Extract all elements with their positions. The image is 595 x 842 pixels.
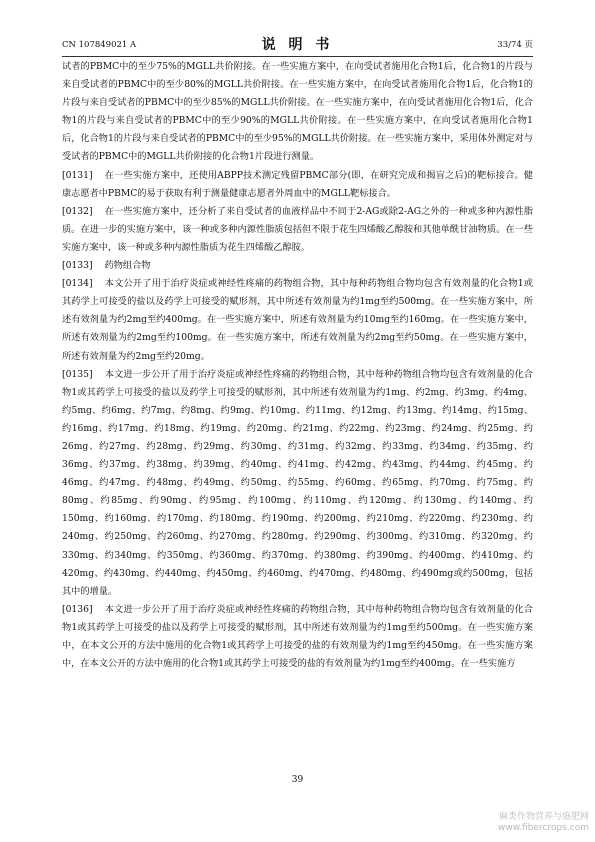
page-number: 39 (291, 775, 304, 785)
document-type-title: 说 明 书 (261, 37, 334, 53)
site-watermark (498, 812, 589, 834)
document-body (62, 58, 533, 673)
paragraph-text: 在一些实施方案中，还分析了来自受试者的血液样品中不同于2-AG或除2-AG之外的一种或多种内源性脂质。在进一步的实施方案中，该一种或多种内源性脂质包括但不限于花生四烯酸乙醇胺和其他单酰甘油物质。在一些实施方案中，该一种或多种内源性脂质为花生四烯酸乙醇胺。 (62, 205, 533, 253)
paragraph-0135 (62, 366, 533, 601)
watermark-line-2: www.fibercrops.com (498, 823, 589, 833)
paragraph-number: [0132] (62, 205, 93, 217)
paragraph-text: 本文公开了用于治疗炎症或神经性疼痛的药物组合物，其中每种药物组合物均包含有效剂量的化合物1或其药学上可接受的盐以及药学上可接受的赋形剂，其中所述有效剂量为约1mg至约500mg。在一些实施方案中，所述有效剂量为约2mg至约400mg。在一些实施方案中，所述有效剂量为约10mg至约160mg。在一些实施方案中，所述有效剂量为约2mg至约100mg。在一些实施方案中，所述有效剂量为约2mg至约50mg。在一些实施方案中，所述有效剂量为约2mg至约20mg。 (62, 278, 533, 362)
paragraph-0134 (62, 275, 533, 365)
paragraph-number: [0136] (62, 603, 93, 615)
patent-number: CN 107849021 A (62, 40, 137, 50)
watermark-line-1: 麻类作物营养与施肥网 (498, 812, 589, 822)
paragraph-continuation (62, 58, 533, 167)
page-of-total: 33/74 页 (497, 40, 533, 50)
paragraph-text: 本文进一步公开了用于治疗炎症或神经性疼痛的药物组合物，其中每种药物组合物均包含有效剂量的化合物1或其药学上可接受的盐以及药学上可接受的赋形剂，其中所述有效剂量为约1mg至约500mg。在一些实施方案中，在本文公开的方法中施用的化合物1或其药学上可接受的盐的有效剂量为约1mg至约450mg。在一些实施方案中，在本文公开的方法中施用的化合物1或其药学上可接受的盐的有效剂量为约1mg至约400mg。在一些实施方 (62, 603, 533, 670)
paragraph-number: [0133] (62, 260, 93, 272)
header-divider (62, 56, 533, 57)
paragraph-0133 (62, 257, 533, 275)
paragraph-0131 (62, 167, 533, 203)
paragraph-number: [0134] (62, 278, 93, 290)
section-heading: 药物组合物 (104, 260, 151, 272)
paragraph-text: 在一些实施方案中，还使用ABPP技术测定残留PBMC部分(即，在研究完成和揭盲之后)的靶标接合。健康志愿者中PBMC的易于获取有利于测量健康志愿者外周血中的MGLL靶标接合。 (62, 169, 533, 199)
paragraph-0132 (62, 203, 533, 257)
paragraph-text: 试者的PBMC中的至少75%的MGLL共价附接。在一些实施方案中，在向受试者施用化合物1后，化合物1的片段与来自受试者的PBMC中的至少80%的MGLL共价附接。在一些实施方案中，在向受试者施用化合物1后，化合物1的片段与来自受试者的PBMC中的至少85%的MGLL共价附接。在一些实施方案中，在向受试者施用化合物1后，化合物1的片段与来自受试者的PBMC中的至少90%的MGLL共价附接。在一些实施方案中，在向受试者施用化合物1后，化合物1的片段与来自受试者的PBMC中的至少95%的MGLL共价附接。在一些实施方案中，采用体外测定对与受试者的PBMC中的MGLL共价附接的化合物1片段进行测量。 (62, 61, 533, 163)
page-header (62, 34, 533, 56)
paragraph-number: [0131] (62, 169, 93, 181)
paragraph-number: [0135] (62, 368, 93, 380)
paragraph-text: 本文进一步公开了用于治疗炎症或神经性疼痛的药物组合物，其中每种药物组合物均包含有效剂量的化合物1或其药学上可接受的盐以及药学上可接受的赋形剂，其中所述有效剂量为约1mg、约2mg、约3mg、约4mg、约5mg、约6mg、约7mg、约8mg、约9mg、约10mg、约11mg、约12mg、约13mg、约14mg、约15mg、约16mg、约17mg、约18mg、约19mg、约20mg、约21mg、约22mg、约23mg、约24mg、约25mg、约26mg、约27mg、约28mg、约29mg、约30mg、约31mg、约32mg、约33mg、约34mg、约35mg、约36mg、约37mg、约38mg、约39mg、约40mg、约41mg、约42mg、约43mg、约44mg、约45mg、约46mg、约47mg、约48mg、约49mg、约50mg、约55mg、约60mg、约65mg、约70mg、约75mg、约80mg、约85mg、约90mg、约95mg、约100mg、约110mg、约120mg、约130mg、约140mg、约150mg、约160mg、约170mg、约180mg、约190mg、约200mg、约210mg、约220mg、约230mg、约240mg、约250mg、约260mg、约270mg、约280mg、约290mg、约300mg、约310mg、约320mg、约330mg、约340mg、约350mg、约360mg、约370mg、约380mg、约390mg、约400mg、约410mg、约420mg、约430mg、约440mg、约450mg、约460mg、约470mg、约480mg、约490mg或约500mg，包括其中的增量。 (62, 368, 533, 597)
paragraph-0136 (62, 601, 533, 673)
